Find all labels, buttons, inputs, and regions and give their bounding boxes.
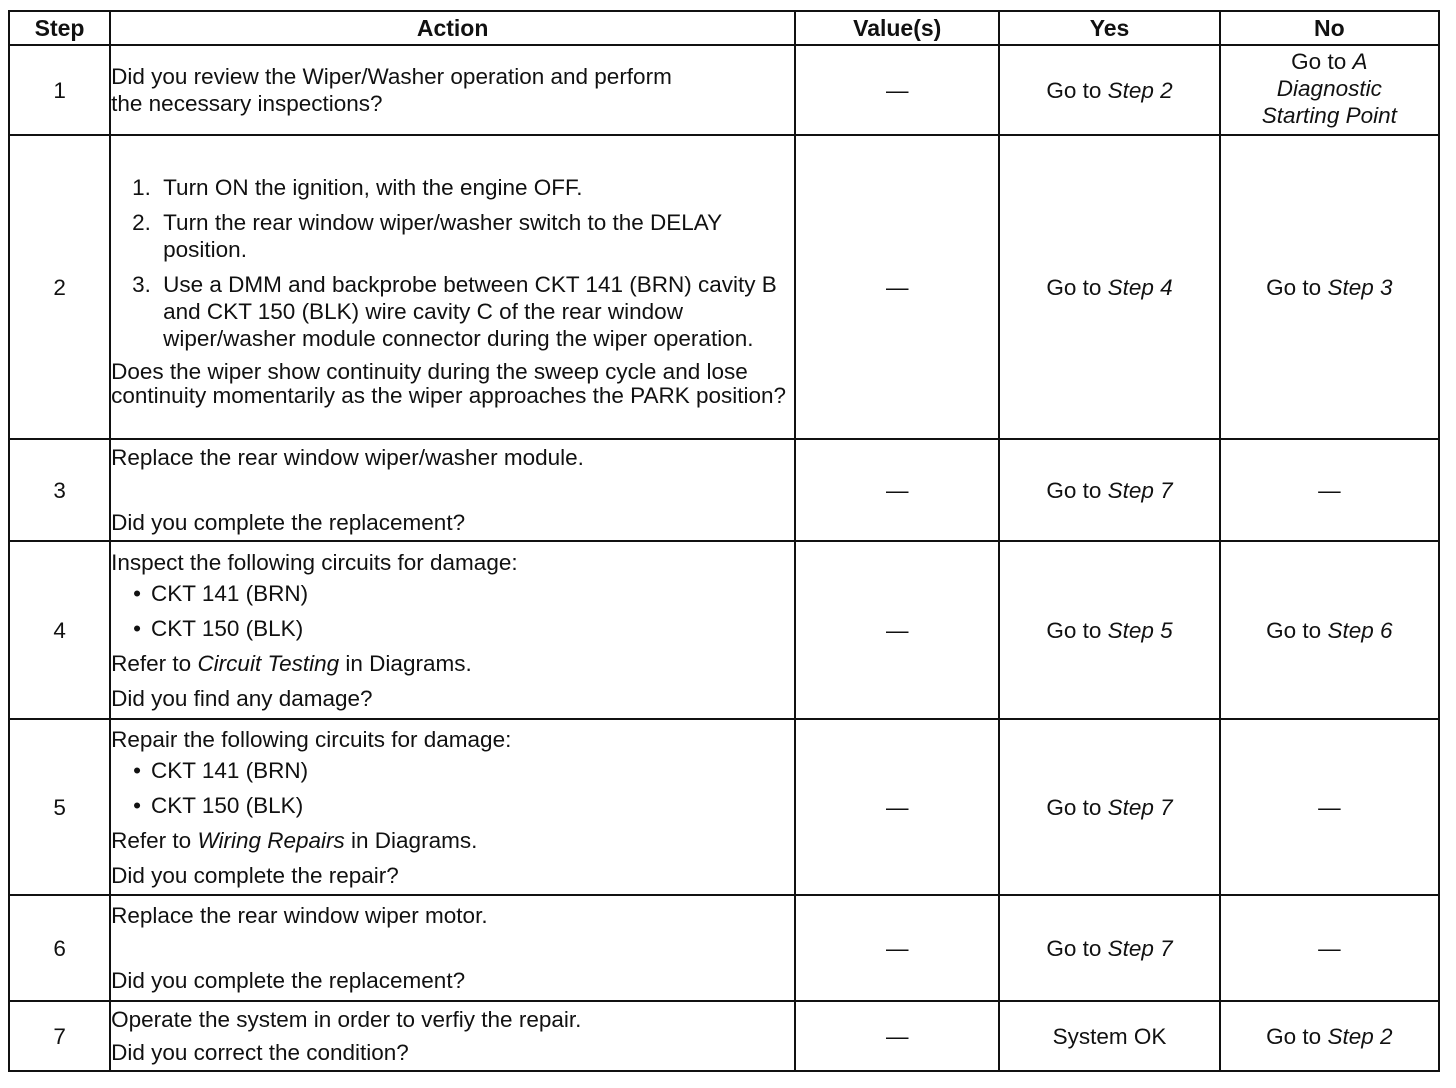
step-number: 4: [9, 541, 110, 719]
yes-cell: [999, 439, 1219, 541]
no-cell: —: [1220, 439, 1439, 541]
bullet-list: [111, 580, 794, 642]
instruction-text: Replace the rear window wiper motor.: [111, 903, 488, 928]
no-prefix: Go to: [1291, 49, 1353, 74]
action-text: Did you review the Wiper/Washer operation and perform: [111, 64, 672, 89]
numbered-item: 3. Use a DMM and backprobe between CKT 141 (BRN) cavity B and CKT 150 (BLK) wire cavity C of the rear window wiper/washer module connector during the wiper operation.: [157, 271, 794, 352]
yes-step-link[interactable]: Step 5: [1107, 617, 1173, 643]
step-number: 5: [9, 719, 110, 895]
yes-step-link[interactable]: Step 7: [1107, 935, 1173, 961]
no-link-part[interactable]: Starting Point: [1261, 103, 1397, 128]
action-cell: [110, 541, 795, 719]
action-cell: [110, 45, 795, 135]
question-text: Did you complete the repair?: [111, 862, 399, 888]
yes-prefix: Go to: [1046, 477, 1108, 503]
question-text: Did you find any damage?: [111, 685, 373, 711]
reference-link[interactable]: Circuit Testing: [197, 650, 340, 676]
table-row-step-7: [9, 1001, 1439, 1071]
action-text: the necessary inspections?: [111, 91, 383, 116]
header-row: [9, 11, 1439, 45]
table-row-step-3: [9, 439, 1439, 541]
table-row-step-6: [9, 895, 1439, 1001]
no-cell: [1220, 135, 1439, 439]
no-prefix: Go to: [1266, 617, 1328, 643]
step-number: 3: [9, 439, 110, 541]
value-cell: —: [795, 541, 999, 719]
no-step-link[interactable]: Step 2: [1327, 1023, 1393, 1049]
refer-text: Refer to Circuit Testing in Diagrams.: [111, 650, 472, 676]
no-step-link[interactable]: Step 3: [1327, 274, 1393, 300]
yes-cell: [999, 45, 1219, 135]
yes-prefix: Go to: [1046, 617, 1108, 643]
no-cell: [1220, 1001, 1439, 1071]
question-text: Did you complete the replacement?: [111, 510, 466, 535]
table-row-step-1: [9, 45, 1439, 135]
no-link-part[interactable]: Diagnostic: [1276, 76, 1382, 101]
no-step-link[interactable]: Step 6: [1327, 617, 1393, 643]
yes-step-link[interactable]: Step 2: [1107, 77, 1173, 103]
yes-prefix: Go to: [1046, 794, 1108, 820]
no-link-part[interactable]: A: [1352, 49, 1368, 74]
instruction-text: Repair the following circuits for damage:: [111, 726, 512, 752]
no-cell: [1220, 45, 1439, 135]
numbered-item: 1. Turn ON the ignition, with the engine OFF.: [157, 174, 794, 201]
question-text: Does the wiper show continuity during the sweep cycle and lose continuity momentarily as the wiper approaches the PARK position?: [111, 359, 787, 408]
numbered-list: [111, 174, 794, 352]
question-text: Did you correct the condition?: [111, 1040, 409, 1065]
yes-cell: System OK: [999, 1001, 1219, 1071]
step-number: 7: [9, 1001, 110, 1071]
table-row-step-2: [9, 135, 1439, 439]
header-action: Action: [110, 11, 795, 45]
yes-cell: [999, 895, 1219, 1001]
action-cell: [110, 719, 795, 895]
header-values: Value(s): [795, 11, 999, 45]
step-number: 6: [9, 895, 110, 1001]
bullet-item: • CKT 150 (BLK): [133, 792, 794, 819]
numbered-item: 2. Turn the rear window wiper/washer switch to the DELAY position.: [157, 209, 794, 263]
yes-prefix: Go to: [1046, 935, 1108, 961]
action-cell: [110, 895, 795, 1001]
bullet-item: • CKT 141 (BRN): [133, 757, 794, 784]
action-cell: [110, 439, 795, 541]
table-row-step-5: [9, 719, 1439, 895]
no-cell: —: [1220, 895, 1439, 1001]
action-cell: [110, 135, 795, 439]
yes-cell: [999, 135, 1219, 439]
value-cell: —: [795, 439, 999, 541]
instruction-text: Operate the system in order to verfiy the repair.: [111, 1007, 582, 1032]
step-number: 1: [9, 45, 110, 135]
yes-prefix: Go to: [1046, 77, 1108, 103]
yes-cell: [999, 541, 1219, 719]
yes-step-link[interactable]: Step 4: [1107, 274, 1173, 300]
header-step: Step: [9, 11, 110, 45]
no-cell: —: [1220, 719, 1439, 895]
refer-text: Refer to Wiring Repairs in Diagrams.: [111, 827, 478, 853]
bullet-item: • CKT 150 (BLK): [133, 615, 794, 642]
no-prefix: Go to: [1266, 1023, 1328, 1049]
yes-step-link[interactable]: Step 7: [1107, 794, 1173, 820]
value-cell: —: [795, 895, 999, 1001]
bullet-item: • CKT 141 (BRN): [133, 580, 794, 607]
diagnostic-table: [8, 10, 1440, 1072]
yes-prefix: Go to: [1046, 274, 1108, 300]
yes-step-link[interactable]: Step 7: [1107, 477, 1173, 503]
table-row-step-4: [9, 541, 1439, 719]
bullet-list: [111, 757, 794, 819]
action-cell: [110, 1001, 795, 1071]
step-number: 2: [9, 135, 110, 439]
value-cell: —: [795, 1001, 999, 1071]
question-text: Did you complete the replacement?: [111, 968, 466, 993]
header-yes: Yes: [999, 11, 1219, 45]
yes-cell: [999, 719, 1219, 895]
no-cell: [1220, 541, 1439, 719]
instruction-text: Replace the rear window wiper/washer module.: [111, 445, 584, 470]
value-cell: —: [795, 719, 999, 895]
value-cell: —: [795, 45, 999, 135]
no-prefix: Go to: [1266, 274, 1328, 300]
header-no: No: [1220, 11, 1439, 45]
reference-link[interactable]: Wiring Repairs: [197, 827, 345, 853]
instruction-text: Inspect the following circuits for damage:: [111, 549, 518, 575]
value-cell: —: [795, 135, 999, 439]
